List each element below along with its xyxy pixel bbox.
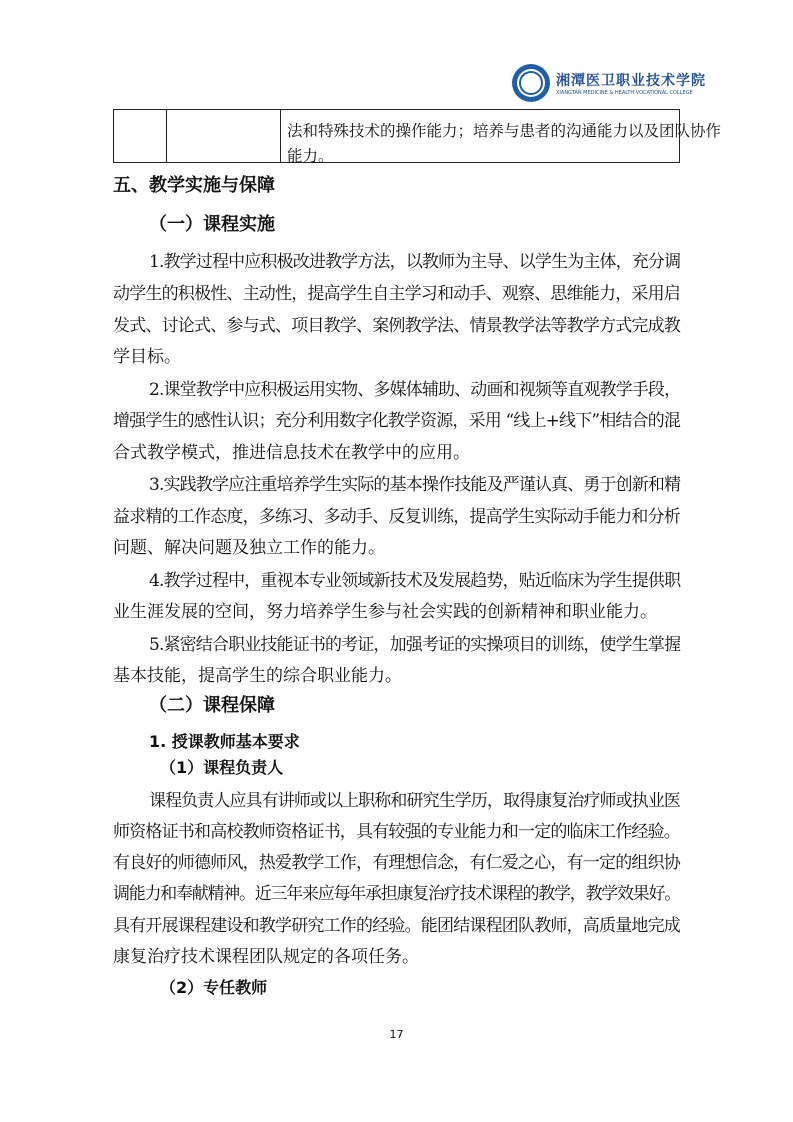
paragraph-line: 1.教学过程中应积极改进教学方法，以教师为主导、以学生为主体，充分调 (149, 252, 681, 272)
subsection-heading: （一）课程实施 (149, 214, 275, 235)
logo-name: 湘潭医卫职业技术学院 (556, 73, 706, 89)
paragraph-line: 有良好的师德师风，热爱教学工作，有理想信念，有仁爱之心，有一定的组织协 (113, 853, 680, 873)
heading: （1）课程负责人 (160, 758, 284, 777)
college-logo (512, 64, 706, 102)
paragraph-line: 3.实践教学应注重培养学生实际的基本操作技能及严谨认真、勇于创新和精 (149, 475, 681, 495)
paragraph-line: 动学生的积极性、主动性，提高学生自主学习和动手、观察、思维能力，采用启 (113, 284, 680, 304)
paragraph-line: 问题、解决问题及独立工作的能力。 (113, 538, 385, 558)
paragraph-line: 课程负责人应具有讲师或以上职称和研究生学历，取得康复治疗师或执业医 (149, 791, 680, 811)
paragraph-line: 学目标。 (113, 347, 181, 367)
paragraph-line: 4.教学过程中，重视本专业领域新技术及发展趋势，贴近临床为学生提供职 (149, 571, 681, 591)
college-seal-icon (512, 64, 550, 102)
paragraph-line: 增强学生的感性认识；充分利用数字化教学资源，采用 “线上+线下”相结合的混 (113, 411, 681, 431)
paragraph-line: 具有开展课程建设和教学研究工作的经验。能团结课程团队教师，高质量地完成 (113, 916, 680, 936)
table-cell-line: 法和特殊技术的操作能力；培养与患者的沟通能力以及团队协作 (287, 122, 722, 140)
paragraph-line: 5.紧密结合职业技能证书的考证，加强考证的实操项目的训练，使学生掌握 (149, 635, 681, 655)
paragraph-line: 调能力和奉献精神。近三年来应每年承担康复治疗技术课程的教学，教学效果好。 (113, 884, 680, 904)
logo-english: XIANGTAN MEDICINE & HEALTH VOCATIONAL COLLEGE (556, 90, 693, 96)
table-cell-line: 能力。 (287, 147, 334, 165)
paragraph-line: 基本技能，提高学生的综合职业能力。 (113, 666, 402, 686)
page-number: 17 (389, 1028, 404, 1041)
paragraph-line: 益求精的工作态度，多练习、多动手、反复训练，提高学生实际动手能力和分析 (113, 507, 680, 527)
heading: 1. 授课教师基本要求 (149, 732, 300, 751)
paragraph-line: 发式、讨论式、参与式、项目教学、案例教学法、情景教学法等教学方式完成教 (113, 316, 680, 336)
paragraph-line: 合式教学模式，推进信息技术在教学中的应用。 (113, 443, 470, 463)
section-heading: 五、教学实施与保障 (113, 175, 275, 196)
paragraph-line: 业生涯发展的空间，努力培养学生参与社会实践的创新精神和职业能力。 (113, 602, 657, 622)
heading: （2）专任教师 (160, 978, 268, 997)
paragraph-line: 师资格证书和高校教师资格证书，具有较强的专业能力和一定的临床工作经验。 (113, 822, 680, 842)
paragraph-line: 2.课堂教学中应积极运用实物、多媒体辅助、动画和视频等直观教学手段， (149, 380, 681, 400)
paragraph-line: 康复治疗技术课程团队规定的各项任务。 (113, 947, 419, 967)
subsection-heading: （二）课程保障 (149, 695, 275, 716)
